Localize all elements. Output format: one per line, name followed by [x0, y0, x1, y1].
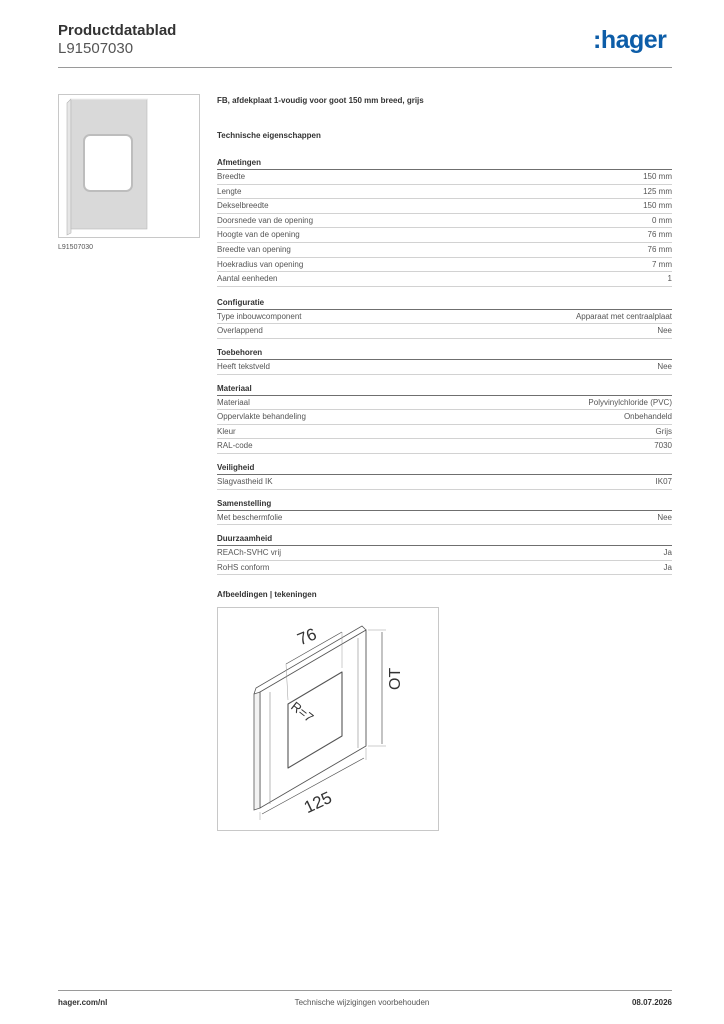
group-title: Afmetingen — [217, 157, 672, 170]
property-label: Oppervlakte behandeling — [217, 412, 306, 422]
property-label: Doorsnede van de opening — [217, 215, 314, 225]
property-value: IK07 — [655, 476, 672, 486]
property-value: Onbehandeld — [623, 412, 672, 422]
property-group — [217, 297, 672, 339]
property-value: Grijs — [655, 426, 672, 436]
product-description: FB, afdekplaat 1-voudig voor goot 150 mm breed, grijs — [217, 96, 424, 105]
property-row — [217, 272, 672, 287]
property-label: Hoekradius van opening — [217, 259, 304, 269]
group-title: Toebehoren — [217, 347, 672, 360]
property-value: 150 mm — [643, 201, 672, 211]
footer-divider — [58, 990, 672, 991]
property-row — [217, 324, 672, 339]
header-divider — [58, 67, 672, 68]
property-label: Materiaal — [217, 397, 250, 407]
dim-height-label: OT — [387, 668, 404, 691]
property-value: 76 mm — [647, 230, 672, 240]
property-label: RoHS conform — [217, 562, 270, 572]
property-label: RAL-code — [217, 441, 253, 451]
cover-plate-illustration — [59, 95, 199, 237]
property-label: Met beschermfolie — [217, 512, 283, 522]
property-label: Hoogte van de opening — [217, 230, 300, 240]
group-title: Configuratie — [217, 297, 672, 310]
footer-website-link[interactable]: hager.com/nl — [58, 998, 108, 1007]
property-label: Breedte — [217, 172, 246, 181]
property-value: 150 mm — [643, 172, 672, 181]
property-row — [217, 243, 672, 258]
page-title: Productdatablad — [58, 22, 177, 39]
technical-drawing — [217, 607, 439, 831]
property-row — [217, 475, 672, 490]
property-row — [217, 561, 672, 576]
property-label: Dekselbreedte — [217, 201, 269, 211]
dim-length-label: 125 — [301, 788, 335, 818]
property-row — [217, 410, 672, 425]
property-value: 76 mm — [647, 244, 672, 254]
dim-radius-label: R=7 — [288, 698, 317, 726]
property-group — [217, 533, 672, 575]
product-image — [58, 94, 200, 238]
property-group — [217, 347, 672, 375]
tech-properties-title: Technische eigenschappen — [217, 131, 321, 140]
property-value: Nee — [657, 361, 672, 371]
property-row — [217, 511, 672, 526]
property-row — [217, 425, 672, 440]
property-row — [217, 214, 672, 229]
property-group — [217, 462, 672, 490]
dimension-drawing — [218, 608, 438, 830]
property-label: Breedte van opening — [217, 244, 291, 254]
property-row — [217, 185, 672, 200]
property-value: 125 mm — [643, 186, 672, 196]
property-row — [217, 258, 672, 273]
group-title: Samenstelling — [217, 498, 672, 511]
property-value: Nee — [657, 512, 672, 522]
property-group — [217, 498, 672, 526]
property-value: 7030 — [654, 441, 672, 451]
property-groups — [217, 157, 672, 575]
property-row — [217, 199, 672, 214]
property-value: Ja — [663, 548, 672, 558]
dim-width-label: 76 — [294, 624, 320, 650]
property-label: Type inbouwcomponent — [217, 311, 302, 321]
property-row — [217, 360, 672, 375]
property-label: Heeft tekstveld — [217, 361, 270, 371]
property-row — [217, 170, 672, 185]
product-code: L91507030 — [58, 40, 134, 57]
product-image-label: L91507030 — [58, 244, 94, 251]
property-value: 7 mm — [652, 259, 672, 269]
footer-date: 08.07.2026 — [631, 998, 672, 1007]
property-row — [217, 228, 672, 243]
property-label: Aantal eenheden — [217, 274, 278, 284]
property-value: Polyvinylchloride (PVC) — [588, 397, 672, 407]
group-title: Materiaal — [217, 383, 672, 396]
property-value: Nee — [657, 326, 672, 336]
hager-logo: :hager — [593, 26, 667, 54]
property-value: Ja — [663, 562, 672, 572]
property-value: 0 mm — [652, 215, 672, 225]
property-label: Kleur — [217, 426, 236, 436]
group-title: Veiligheid — [217, 462, 672, 475]
property-group — [217, 383, 672, 454]
property-label: REACh-SVHC vrij — [217, 548, 282, 558]
content — [217, 94, 672, 831]
property-value: 1 — [667, 274, 672, 284]
drawings-title: Afbeeldingen | tekeningen — [217, 590, 317, 600]
property-row — [217, 310, 672, 325]
footer-disclaimer: Technische wijzigingen voorbehouden — [294, 998, 430, 1007]
group-title: Duurzaamheid — [217, 533, 672, 546]
property-row — [217, 439, 672, 454]
property-label: Overlappend — [217, 326, 263, 336]
property-value: Apparaat met centraalplaat — [575, 311, 672, 321]
property-label: Lengte — [217, 186, 242, 196]
property-row — [217, 396, 672, 411]
property-row — [217, 546, 672, 561]
property-label: Slagvastheid IK — [217, 476, 273, 486]
property-group — [217, 157, 672, 287]
